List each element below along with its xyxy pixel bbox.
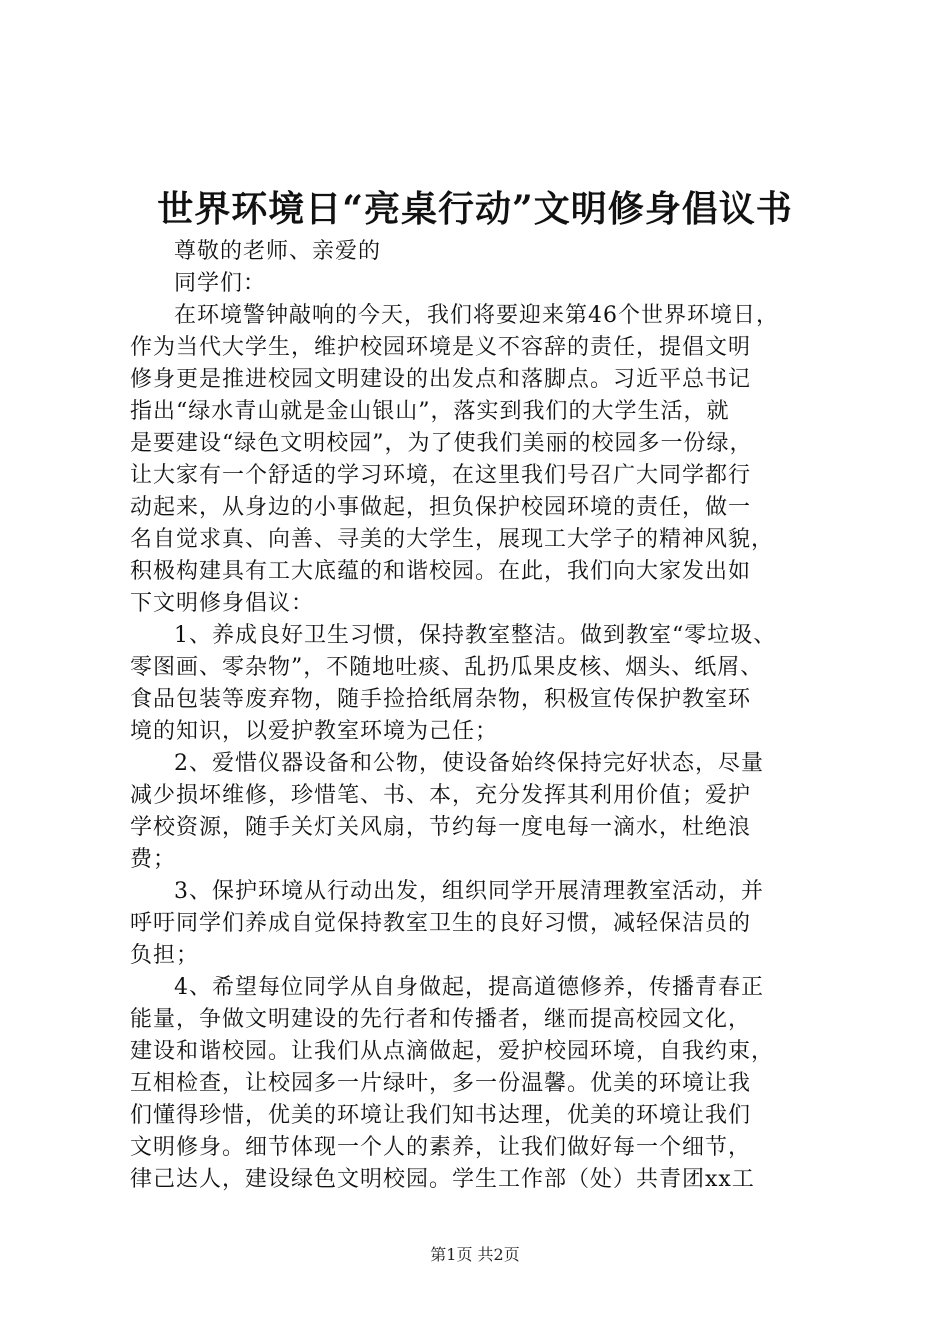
body-line: 是要建设“绿色文明校园”，为了使我们美丽的校园多一份绿， — [130, 431, 753, 456]
item-line: 建设和谐校园。让我们从点滴做起，爱护校园环境，自我约束， — [130, 1039, 775, 1064]
item-line: 4、希望每位同学从自身做起，提高道德修养，传播青春正 — [174, 975, 764, 1000]
item-line: 2、爱惜仪器设备和公物，使设备始终保持完好状态，尽量 — [174, 751, 764, 776]
body-line: 修身更是推进校园文明建设的出发点和落脚点。习近平总书记 — [130, 367, 752, 392]
item-line: 能量，争做文明建设的先行者和传播者，继而提高校园文化， — [130, 1007, 752, 1032]
page-footer: 第1页 共2页 — [430, 1245, 520, 1264]
item-line: 3、保护环境从行动出发，组织同学开展清理教室活动，并 — [174, 879, 764, 904]
body-line: 在环境警钟敲响的今天，我们将要迎来第46个世界环境日， — [174, 303, 779, 328]
item-line: 负担； — [130, 943, 200, 968]
item-line: 律己达人，建设绿色文明校园。学生工作部（处）共青团xx工 — [130, 1167, 755, 1192]
document-title: 世界环境日“亮桌行动”文明修身倡议书 — [157, 188, 793, 230]
item-line: 们懂得珍惜，优美的环境让我们知书达理，优美的环境让我们 — [130, 1103, 752, 1128]
item-line: 费； — [130, 847, 177, 872]
item-line: 互相检查，让校园多一片绿叶，多一份温馨。优美的环境让我 — [130, 1071, 752, 1096]
item-line: 零图画、零杂物”，不随地吐痰、乱扔瓜果皮核、烟头、纸屑、 — [130, 655, 764, 680]
body-line: 名自觉求真、向善、寻美的大学生，展现工大学子的精神风貌， — [130, 527, 775, 552]
document-body — [130, 236, 830, 1196]
body-line: 积极构建具有工大底蕴的和谐校园。在此，我们向大家发出如 — [130, 559, 752, 584]
salutation-line: 同学们： — [174, 271, 267, 296]
body-line: 动起来，从身边的小事做起，担负保护校园环境的责任，做一 — [130, 495, 752, 520]
item-line: 境的知识，以爱护教室环境为己任； — [130, 719, 499, 744]
body-line: 指出“绿水青山就是金山银山”，落实到我们的大学生活，就 — [130, 399, 730, 424]
item-line: 呼吁同学们养成自觉保持教室卫生的良好习惯，减轻保洁员的 — [130, 911, 752, 936]
body-line: 下文明修身倡议： — [130, 591, 315, 616]
item-line: 减少损坏维修，珍惜笔、书、本，充分发挥其利用价值；爱护 — [130, 783, 752, 808]
item-line: 文明修身。细节体现一个人的素养，让我们做好每一个细节， — [130, 1135, 752, 1160]
body-line: 让大家有一个舒适的学习环境，在这里我们号召广大同学都行 — [130, 463, 752, 488]
item-line: 学校资源，随手关灯关风扇，节约每一度电每一滴水，杜绝浪 — [130, 815, 752, 840]
body-line: 作为当代大学生，维护校园环境是义不容辞的责任，提倡文明 — [130, 335, 752, 360]
item-line: 1、养成良好卫生习惯，保持教室整洁。做到教室“零垃圾、 — [174, 623, 777, 648]
item-line: 食品包装等废弃物，随手捡拾纸屑杂物，积极宣传保护教室环 — [130, 687, 752, 712]
salutation-line: 尊敬的老师、亲爱的 — [174, 239, 382, 264]
